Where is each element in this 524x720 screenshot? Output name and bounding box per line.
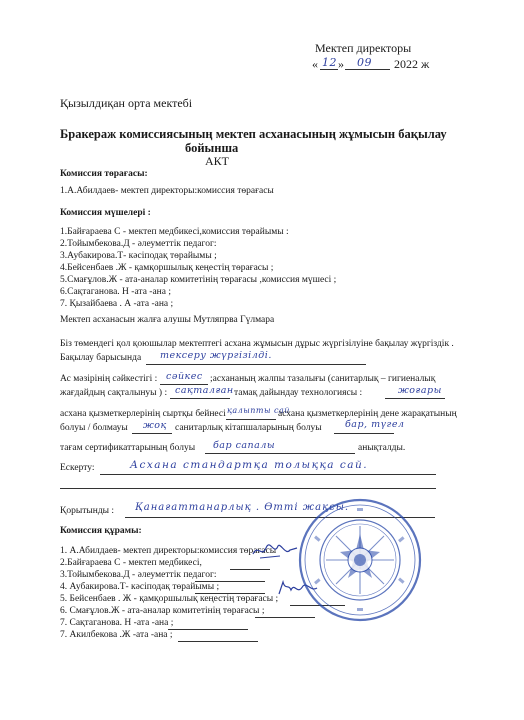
date-year: 2022 ж <box>394 57 430 71</box>
check-result-label: Бақылау барысында <box>60 353 142 363</box>
books-handwriting: бар, түгел <box>345 419 405 430</box>
uniform-underline <box>226 419 276 420</box>
school-name: Қызылдиқан орта мектебі <box>60 96 193 110</box>
note-label: Ескерту: <box>60 463 95 473</box>
composition-item: 7. Сақтаганова. Н -ата -ана ; <box>60 618 174 628</box>
tech-handwriting: жоғары <box>398 385 442 396</box>
signature-line <box>195 581 265 582</box>
composition-item: 2.Байғараева С - мектеп медбикесі, <box>60 558 202 568</box>
member-item: 4.Бейсенбаев .Ж - қамқоршылық кеңестің төрағасы ; <box>60 263 274 273</box>
member-item: 6.Сақтаганова. Н -ата -ана ; <box>60 287 171 297</box>
injury-handwriting: жоқ <box>143 420 167 431</box>
injury-label: болуы / болмауы <box>60 423 128 433</box>
day-underline <box>320 69 338 70</box>
note-underline <box>100 474 436 475</box>
tenant-line: Мектеп асханасын жалға алушы Мутляпрва Гүлмара <box>60 315 275 325</box>
books-label: санитарлық кітапшаларының болуы <box>175 423 322 433</box>
menu-label: Ас мәзірінің сәйкестігі : <box>60 374 158 384</box>
check-intro: Біз төмендегі қол қоюшылар мектептегі асхана жұмысын дұрыс жүргізілуіне бақылау жүргіздік . <box>60 339 454 349</box>
month-underline <box>345 69 390 70</box>
signature-line <box>168 629 248 630</box>
note-handwriting: Асхана стандартқа толыққа сай. <box>130 459 369 471</box>
date-day: 12 <box>322 56 337 69</box>
note-second-underline <box>60 488 436 489</box>
composition-item: 5. Бейсенбаев . Ж - қамқоршылық кеңестің төрағасы ; <box>60 594 279 604</box>
hygiene-label: ;асхананың жалпы тазалығы (санитарлық – гигиеналық <box>210 374 436 384</box>
tech-underline <box>385 398 445 399</box>
composition-item: 1. А.Абилдаев- мектеп директоры:комиссия төрағасы <box>60 546 277 556</box>
member-item: 1.Байғараева С - мектеп медбикесі,комиссия төрайымы : <box>60 227 289 237</box>
composition-item: 3.Тойымбекова.Д - әлеуметтік педагог: <box>60 570 217 580</box>
storage-label: жағдайдың сақталынуы ) : <box>60 388 168 398</box>
date-open-quote: « <box>312 57 318 71</box>
date-month: 09 <box>357 56 372 69</box>
director-heading: Мектеп директоры <box>315 41 412 55</box>
certificates-underline <box>205 453 355 454</box>
tech-label: тамақ дайындау технологиясы : <box>234 388 363 398</box>
conclusion-label: Қорытынды : <box>60 506 115 516</box>
uniform-handwriting: қалыпты сай <box>227 406 290 415</box>
chair-text: 1.А.Абилдаев- мектеп директоры:комиссия төрағасы <box>60 186 274 196</box>
composition-item: 7. Акилбекова .Ж -ата -ана ; <box>60 630 173 640</box>
injury-underline <box>132 433 172 434</box>
signature-line <box>178 641 258 642</box>
signature-line <box>195 593 265 594</box>
certificates-label: тағам сертификаттарының болуы <box>60 443 196 453</box>
uniform-label: асхана қызметкерлерінің сыртқы бейнесі <box>60 409 226 419</box>
member-item: 7. Қызайбаева . А -ата -ана ; <box>60 299 174 309</box>
check-result-underline <box>146 364 366 365</box>
document-title-line1: Бракераж комиссиясының мектеп асханасының жұмысын бақылау <box>60 127 447 141</box>
certificates-result: анықталды. <box>358 443 406 453</box>
storage-handwriting: сақталған <box>175 385 234 396</box>
injury-heading: асхана қызметкерлерінің дене жарақатының <box>278 409 457 419</box>
composition-item: 6. Смағұлов.Ж - ата-аналар комитетінің төрағасы ; <box>60 606 265 616</box>
signature-line <box>230 569 270 570</box>
official-stamp <box>296 496 424 624</box>
conclusion-handwriting: Қанағаттанарлық . Өтті жақсы. <box>135 502 350 513</box>
date-close-quote: » <box>338 57 344 71</box>
member-item: 5.Смағұлов.Ж - ата-аналар комитетінің төрағасы ,комиссия мүшесі ; <box>60 275 337 285</box>
composition-item: 4. Аубакирова.Т- кәсіподақ төрайымы ; <box>60 582 220 592</box>
composition-heading: Комиссия құрамы: <box>60 526 142 536</box>
certificates-handwriting: бар сапалы <box>213 440 276 451</box>
chair-heading: Комиссия төрағасы: <box>60 169 148 179</box>
menu-handwriting: сәйкес <box>166 371 203 382</box>
storage-underline <box>170 398 230 399</box>
check-result-handwriting: тексеру жүргізілді. <box>160 350 272 361</box>
document-title-line2: бойынша <box>185 141 239 155</box>
document-title-act: АКТ <box>205 154 229 168</box>
director-signature <box>250 540 300 562</box>
books-underline <box>334 433 394 434</box>
member-item: 2.Тойымбекова.Д - әлеуметтік педагог: <box>60 239 217 249</box>
member-item: 3.Аубакирова.Т- кәсіподақ төрайымы ; <box>60 251 217 261</box>
members-heading: Комиссия мүшелері : <box>60 208 151 218</box>
